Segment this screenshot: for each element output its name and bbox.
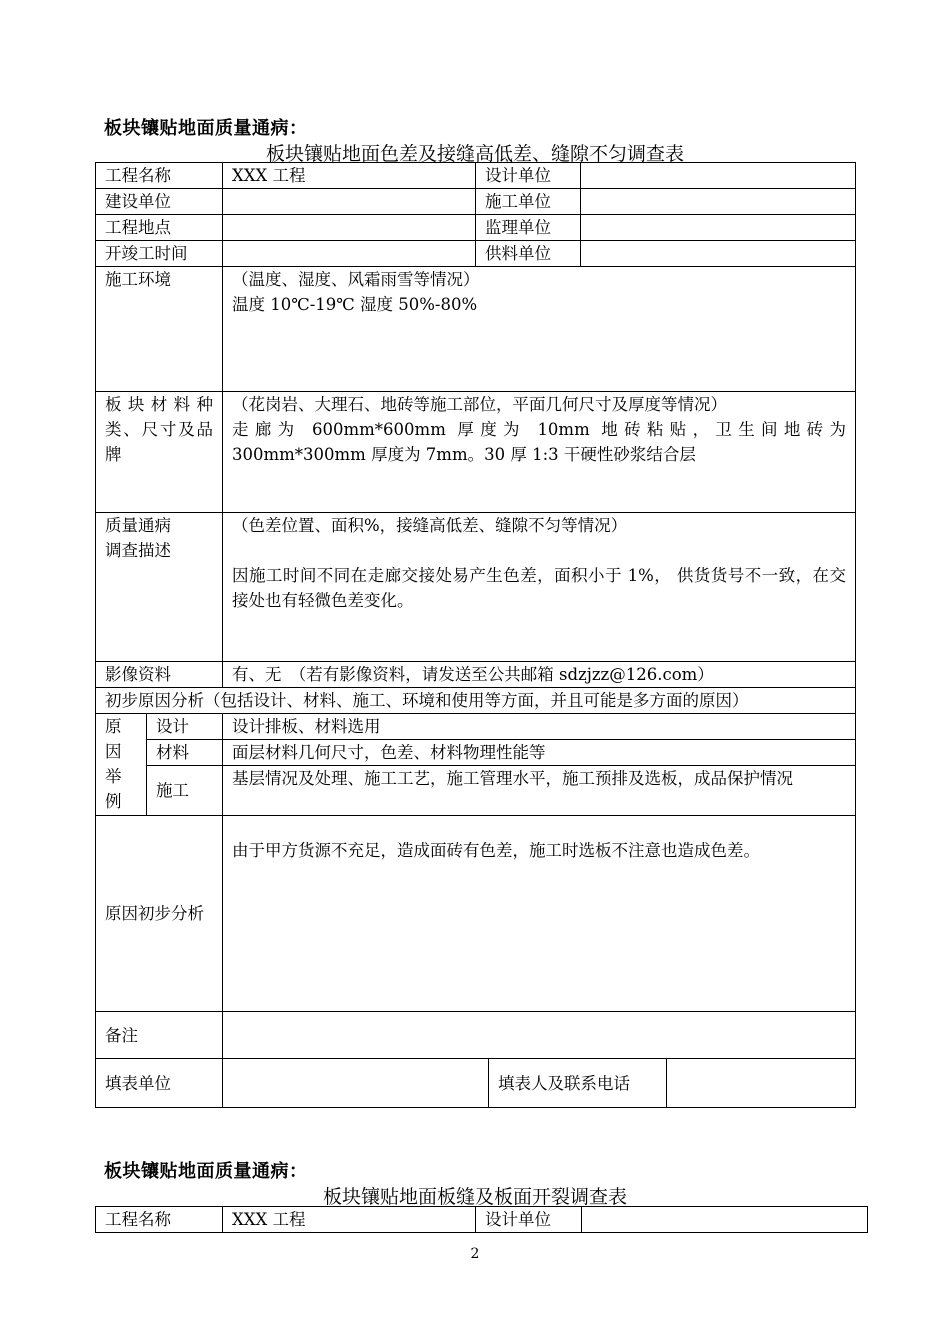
supply-unit-label: 供料单位 [476,241,581,267]
table-row [96,241,856,267]
form2-title: 板块镶贴地面板缝及板面开裂调查表 [322,1186,627,1208]
table-row [96,740,856,766]
table-row [96,215,856,241]
defect-hint: （色差位置、面积%，接缝高低差、缝隙不匀等情况） [232,516,628,535]
table-row [96,714,856,740]
table-row [96,1207,868,1233]
table-row [96,163,856,189]
preliminary-header: 初步原因分析（包括设计、材料、施工、环境和使用等方面，并且可能是多方面的原因） [96,688,856,714]
table-row [96,816,856,1012]
material-label: 板块材料种类、尺寸及品牌 [96,392,223,513]
construction-unit-value [581,189,856,215]
design-unit-label-2: 设计单位 [476,1207,582,1233]
remarks-value [223,1012,856,1059]
material-hint: （花岗岩、大理石、地砖等施工部位，平面几何尺寸及厚度等情况） [232,395,727,414]
material-cell [223,392,856,513]
table-row [96,267,856,392]
table-row [96,1012,856,1059]
analysis-value: 由于甲方货源不充足，造成面砖有色差，施工时选板不注意也造成色差。 [232,841,760,860]
supply-unit-value [581,241,856,267]
filler-contact-label: 填表人及联系电话 [489,1059,667,1108]
defect-label-line2: 调查描述 [105,541,171,560]
table-row [96,189,856,215]
analysis-label: 原因初步分析 [96,816,223,1012]
section2-heading: 板块镶贴地面质量通病： [104,1161,308,1182]
table-row [96,662,856,688]
builder-unit-value [223,189,476,215]
cause-example-label: 原因举例 [96,714,147,816]
design-unit-value [581,163,856,189]
cause-design-label: 设计 [147,714,223,740]
environment-hint: （温度、湿度、风霜雨雪等情况） [232,270,480,289]
environment-label: 施工环境 [96,267,223,392]
project-location-value [223,215,476,241]
schedule-value [223,241,476,267]
project-name-value: XXX 工程 [223,163,476,189]
table-row [96,766,856,816]
material-value: 走廊为 600mm*600mm 厚度为 10mm 地砖粘贴，卫生间地砖为 300mm*300mm 厚度为 7mm。30 厚 1:3 干硬性砂浆结合层 [232,420,846,464]
table-row [96,513,856,662]
filler-unit-value [223,1059,489,1108]
defect-label-line1: 质量通病 [105,516,171,535]
survey-table-2 [95,1206,868,1233]
environment-value: 温度 10℃-19℃ 湿度 50%-80% [232,295,478,314]
builder-unit-label: 建设单位 [96,189,223,215]
table-row [96,1059,856,1108]
cause-material-value: 面层材料几何尺寸，色差、材料物理性能等 [223,740,856,766]
design-unit-label: 设计单位 [476,163,581,189]
construction-unit-label: 施工单位 [476,189,581,215]
defect-value: 因施工时间不同在走廊交接处易产生色差，面积小于 1%， 供货货号不一致，在交接处也有轻微色差变化。 [232,566,846,610]
analysis-cell [223,816,856,1012]
defect-cell [223,513,856,662]
table-row [96,392,856,513]
project-name-label-2: 工程名称 [96,1207,223,1233]
supervision-unit-label: 监理单位 [476,215,581,241]
image-value: 有、无 （若有影像资料，请发送至公共邮箱 sdzjzz@126.com） [223,662,856,688]
form-title: 板块镶贴地面色差及接缝高低差、缝隙不匀调查表 [265,143,684,165]
defect-label [96,513,223,662]
cause-material-label: 材料 [147,740,223,766]
filler-contact-value [667,1059,856,1108]
project-location-label: 工程地点 [96,215,223,241]
design-unit-value-2 [582,1207,868,1233]
cause-construction-value: 基层情况及处理、施工工艺，施工管理水平，施工预排及选板，成品保护情况 [223,766,856,816]
project-name-value-2: XXX 工程 [223,1207,476,1233]
filler-unit-label: 填表单位 [96,1059,223,1108]
page-number: 2 [470,1246,480,1262]
image-label: 影像资料 [96,662,223,688]
cause-design-value: 设计排板、材料选用 [223,714,856,740]
survey-table [95,162,856,1108]
project-name-label: 工程名称 [96,163,223,189]
schedule-label: 开竣工时间 [96,241,223,267]
environment-cell [223,267,856,392]
supervision-unit-value [581,215,856,241]
table-row [96,688,856,714]
section-heading: 板块镶贴地面质量通病： [104,118,308,139]
remarks-label: 备注 [96,1012,223,1059]
cause-construction-label: 施工 [147,766,223,816]
